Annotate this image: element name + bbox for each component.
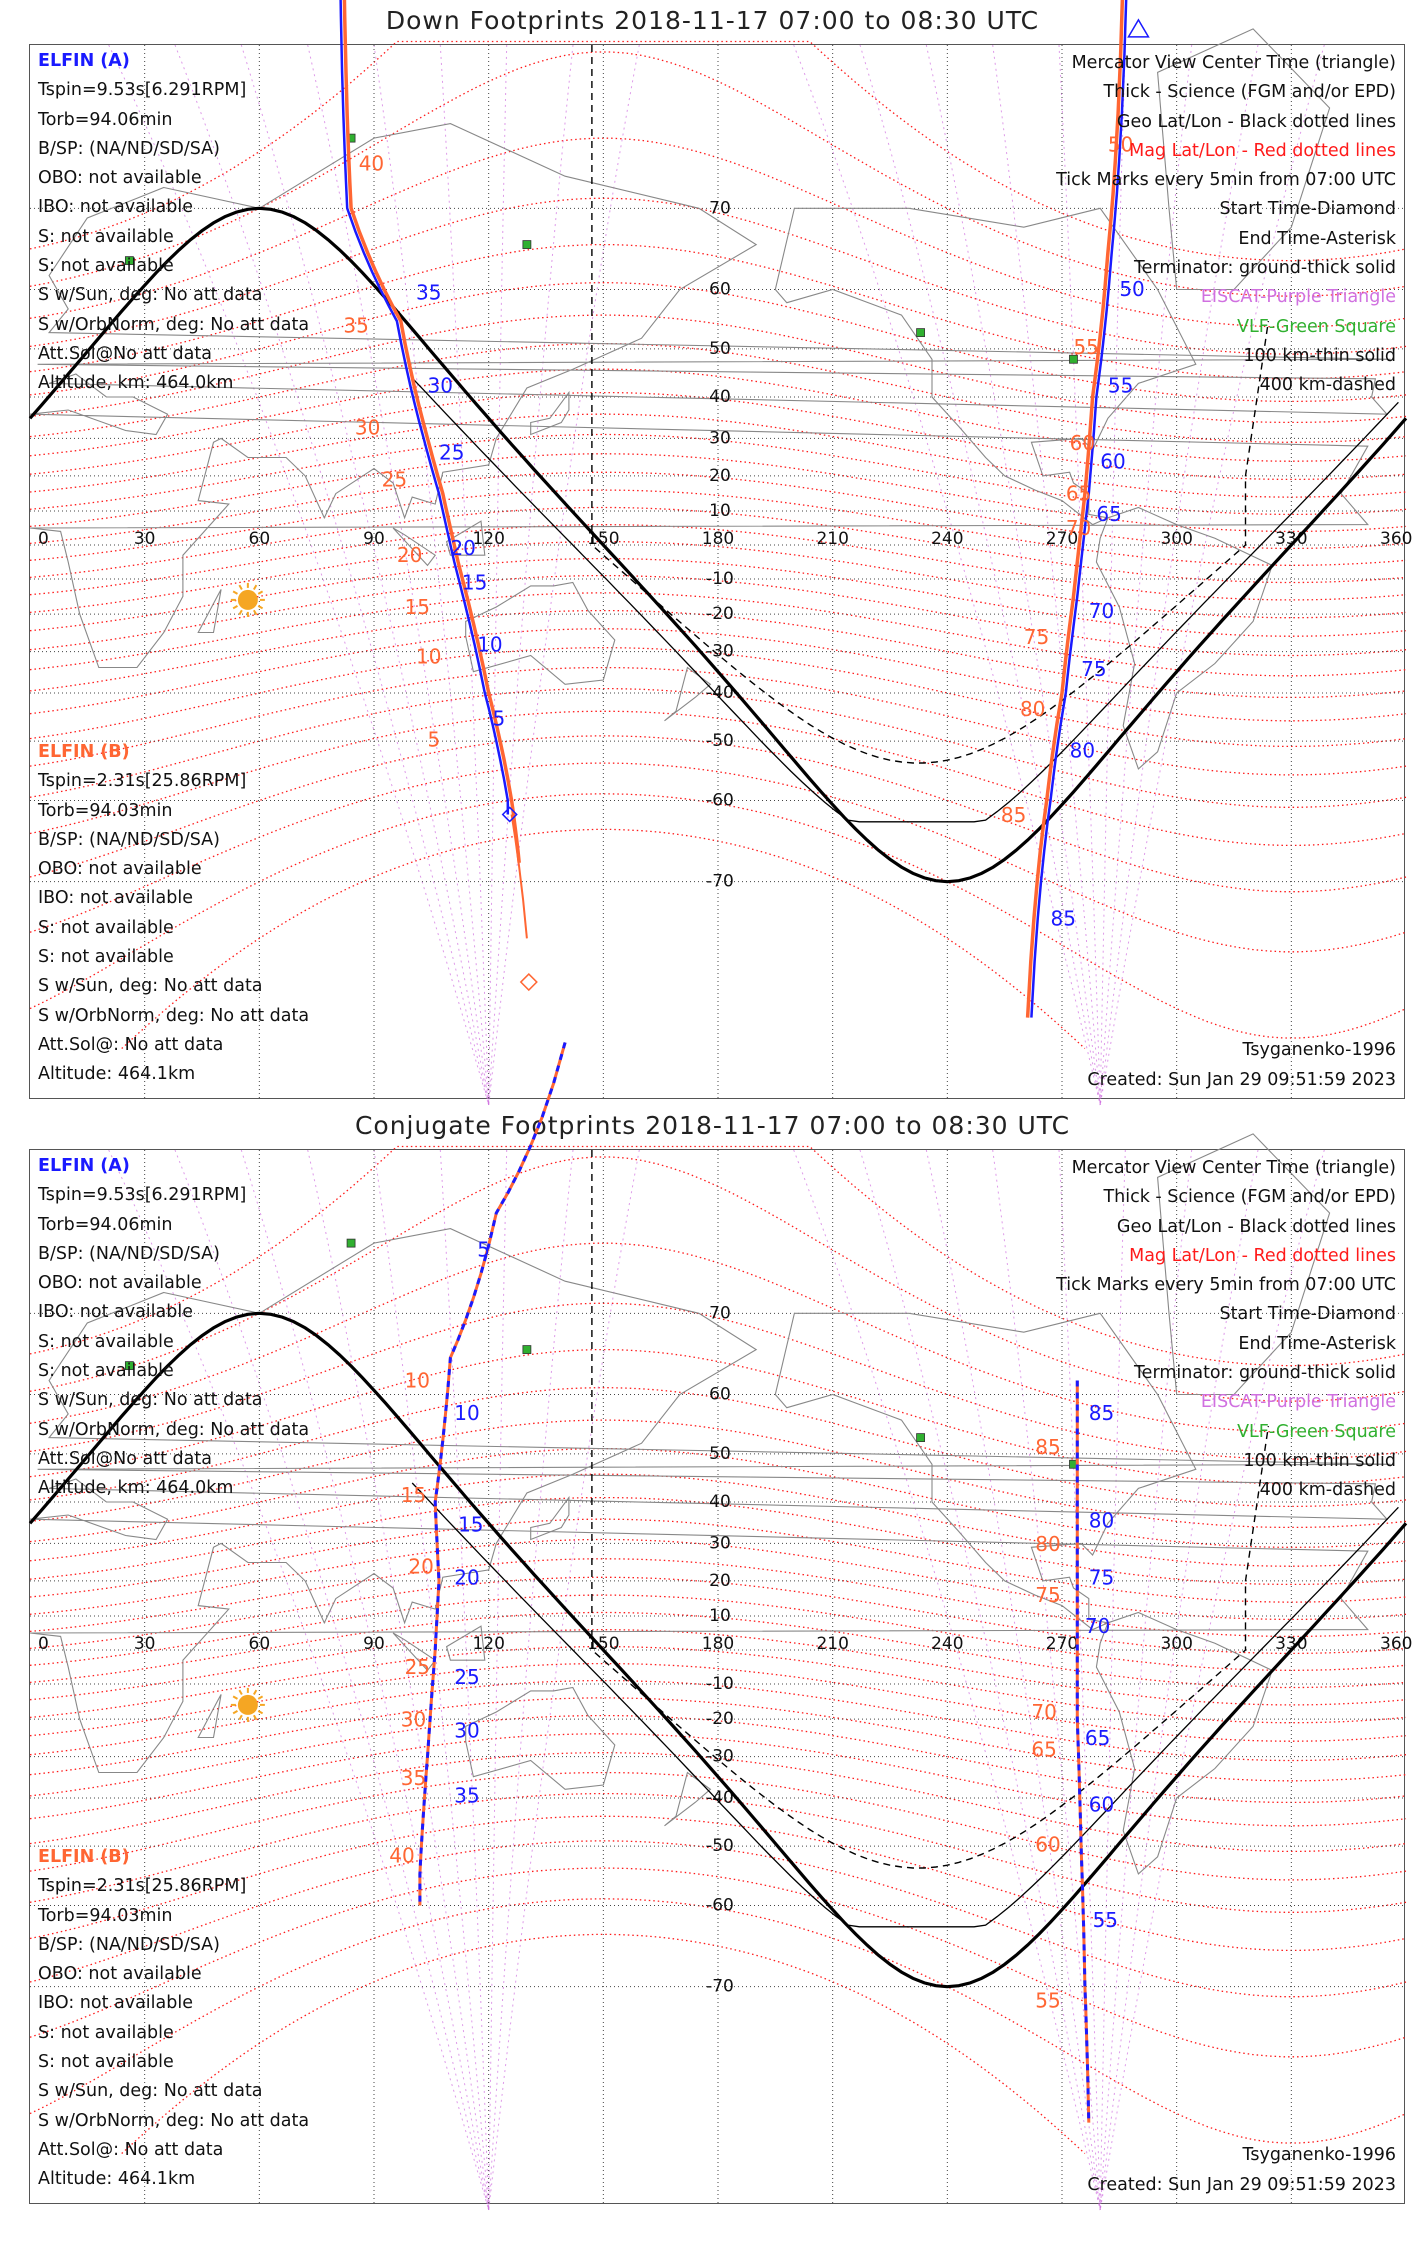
elfin-a-tick: 60 <box>1100 449 1126 474</box>
lon-label: 300 <box>1160 1634 1193 1654</box>
elfin-a-tick: 80 <box>1069 738 1096 763</box>
legend-item: 400 km-dashed <box>1259 375 1396 396</box>
lon-label: 60 <box>248 529 271 549</box>
elfin-a-line: B/SP: (NA/ND/SD/SA) <box>38 138 220 159</box>
elfin-a-line: S w/Sun, deg: No att data <box>38 1390 263 1411</box>
elfin-b-line: S w/Sun, deg: No att data <box>38 2081 263 2102</box>
elfin-a-tick: 10 <box>454 1401 480 1426</box>
elfin-b-line: Att.Sol@: No att data <box>38 2139 224 2160</box>
legend-item: Start Time-Diamond <box>1219 1304 1396 1325</box>
elfin-a-tick: 50 <box>1119 277 1145 302</box>
elfin-b-line: OBO: not available <box>38 1964 202 1985</box>
elfin-b-tick: 65 <box>1065 481 1092 506</box>
lat-label: 40 <box>709 386 731 407</box>
elfin-b-tick: 85 <box>1035 1434 1061 1459</box>
lat-label: 60 <box>709 1384 731 1405</box>
elfin-a-line: Torb=94.06min <box>38 109 173 130</box>
elfin-b-tick: 15 <box>400 1482 427 1507</box>
elfin-a-tick: 80 <box>1088 1508 1115 1533</box>
legend-item: VLF-Green Square <box>1237 316 1396 337</box>
lon-label: 0 <box>38 1634 49 1654</box>
elfin-b-line: IBO: not available <box>38 888 193 909</box>
lat-label: -50 <box>706 731 734 752</box>
sun-ray <box>258 591 262 594</box>
elfin-a-tick: 5 <box>492 706 506 731</box>
elfin-b-tick: 30 <box>354 415 381 440</box>
lon-label: 330 <box>1275 529 1308 549</box>
elfin-a-tick: 85 <box>1050 906 1076 931</box>
elfin-b-tick: 40 <box>358 151 385 176</box>
elfin-b-info <box>38 1843 309 2195</box>
legend-item: Mercator View Center Time (triangle) <box>1071 53 1396 73</box>
tick-labels <box>389 1238 1118 2013</box>
sun-ray <box>233 1711 237 1714</box>
lat-label: 60 <box>709 279 731 300</box>
lat-label: -30 <box>706 641 734 662</box>
lat-label: 30 <box>709 428 731 449</box>
legend-item: Geo Lat/Lon - Black dotted lines <box>1116 111 1396 132</box>
lat-label: 10 <box>709 500 731 521</box>
lat-label: -10 <box>706 569 734 590</box>
elfin-b-line: S: not available <box>38 2052 174 2073</box>
mag-lon-line <box>489 1150 507 2210</box>
mag-lon-line <box>489 45 507 1105</box>
tracks <box>340 0 1149 1018</box>
panel-conjugate <box>29 1149 1413 2204</box>
vlf-square <box>523 1346 531 1354</box>
elfin-b-line: S: not available <box>38 947 174 968</box>
legend-item: Thick - Science (FGM and/or EPD) <box>1103 1187 1396 1208</box>
elfin-a-tick: 15 <box>458 1512 484 1537</box>
sun-ray <box>239 1690 242 1694</box>
elfin-b-line: Torb=94.03min <box>38 800 173 821</box>
elfin-a-tick: 70 <box>1088 598 1115 623</box>
created-label: Created: Sun Jan 29 09:51:59 2023 <box>1087 2175 1396 2195</box>
elfin-b-line: B/SP: (NA/ND/SD/SA) <box>38 1934 220 1955</box>
elfin-b-tick: 35 <box>400 1766 427 1791</box>
elfin-a-tick: 5 <box>477 1237 490 1262</box>
terminator-100km <box>412 1483 1398 1927</box>
elfin-a-tick: 65 <box>1096 502 1122 527</box>
coastline <box>198 1694 221 1737</box>
elfin-b-line: S w/OrbNorm, deg: No att data <box>38 1005 310 1026</box>
lat-label: -40 <box>706 683 734 704</box>
sun-disc <box>238 590 258 610</box>
vlf-square <box>917 1434 925 1442</box>
coastline <box>665 1773 711 1826</box>
elfin-b-tick: 80 <box>1019 696 1046 721</box>
elfin-a-tick: 60 <box>1088 1792 1115 1817</box>
elfin-a-name: ELFIN (A) <box>38 51 130 71</box>
coastline <box>198 589 221 632</box>
lon-label: 120 <box>472 529 505 549</box>
elfin-b-tick: 40 <box>389 1843 415 1868</box>
elfin-b-line: Torb=94.03min <box>38 1905 173 1926</box>
legend-item: Mercator View Center Time (triangle) <box>1071 1158 1396 1178</box>
elfin-a-tick: 35 <box>454 1783 480 1808</box>
lat-label: -10 <box>706 1674 734 1695</box>
sun-disc <box>238 1695 258 1715</box>
legend-item: Geo Lat/Lon - Black dotted lines <box>1116 1216 1396 1237</box>
elfin-a-line: OBO: not available <box>38 168 202 189</box>
elfin-a-line: IBO: not available <box>38 1302 193 1323</box>
lon-label: 180 <box>701 529 735 549</box>
elfin-b-line: S w/Sun, deg: No att data <box>38 976 263 997</box>
elfin-a-line: Altitude, km: 464.0km <box>38 373 234 394</box>
mag-lon-line <box>489 45 573 1105</box>
elfin-b-line: B/SP: (NA/ND/SD/SA) <box>38 829 220 850</box>
elfin-b-tick: 25 <box>381 467 408 492</box>
sun-ray <box>233 1696 237 1699</box>
mag-lon-line <box>489 1150 573 2210</box>
lat-label: -40 <box>706 1788 734 1809</box>
created-label: Created: Sun Jan 29 09:51:59 2023 <box>1087 1070 1396 1090</box>
legend-item: Terminator: ground-thick solid <box>1133 1363 1396 1384</box>
lon-label: 30 <box>133 1634 156 1654</box>
lat-label: -50 <box>706 1836 734 1857</box>
elfin-b-tick: 70 <box>1065 515 1092 540</box>
elfin-a-tick: 30 <box>454 1718 480 1743</box>
elfin-a-line: S: not available <box>38 226 174 247</box>
legend <box>1056 1154 1396 1506</box>
terminator-100km <box>412 378 1398 822</box>
title-conjugate: Conjugate Footprints 2018-11-17 07:00 to 08:30 UTC <box>354 1111 1071 1140</box>
legend-item: EISCAT-Purple Triangle <box>1200 287 1396 308</box>
elfin-b-line: IBO: not available <box>38 1993 193 2014</box>
lon-label: 240 <box>931 529 964 549</box>
lon-label: 360 <box>1380 1634 1413 1654</box>
elfin-a-tick: 85 <box>1088 1401 1115 1426</box>
lon-label: 360 <box>1380 529 1413 549</box>
legend <box>1056 49 1396 401</box>
elfin-b-name: ELFIN (B) <box>38 1847 130 1867</box>
lon-label: 180 <box>701 1634 735 1654</box>
elfin-b-tick: 10 <box>416 644 442 669</box>
elfin-a-line: Att.Sol@No att data <box>38 343 212 364</box>
lon-label: 150 <box>587 1634 620 1654</box>
elfin-a-tick: 75 <box>1088 1565 1115 1590</box>
elfin-b-tick: 5 <box>427 727 441 752</box>
legend-item: VLF-Green Square <box>1237 1421 1396 1442</box>
elfin-b-tick: 65 <box>1031 1737 1057 1762</box>
elfin-a-tick: 70 <box>1084 1614 1111 1639</box>
elfin-a-tick: 55 <box>1092 1907 1119 1932</box>
elfin-b-tick: 60 <box>1069 430 1096 455</box>
tracks <box>420 1043 1089 2123</box>
elfin-b-tick: 50 <box>1107 132 1134 157</box>
elfin-a-tick: 20 <box>454 1565 480 1590</box>
lon-label: 300 <box>1160 529 1193 549</box>
elfin-a-line: Tspin=9.53s[6.291RPM] <box>38 1185 247 1206</box>
lat-label: -20 <box>706 604 734 625</box>
sun-ray <box>254 585 257 589</box>
elfin-b-line: S: not available <box>38 917 174 938</box>
lon-label: 90 <box>363 529 385 549</box>
legend-item: Start Time-Diamond <box>1219 199 1396 220</box>
model-label: Tsyganenko-1996 <box>1242 2145 1396 2165</box>
elfin-b-tick: 70 <box>1031 1700 1057 1725</box>
sun-ray <box>254 1690 257 1694</box>
lat-label: 70 <box>709 1303 731 1324</box>
elfin-a-tick: 10 <box>477 632 503 657</box>
elfin-b-line: Altitude: 464.1km <box>38 1064 196 1085</box>
elfin-b-info <box>38 738 309 1090</box>
lat-label: 70 <box>709 198 731 219</box>
legend-item: Thick - Science (FGM and/or EPD) <box>1103 82 1396 103</box>
lat-label: 50 <box>709 1443 731 1464</box>
legend-item: End Time-Asterisk <box>1238 228 1396 249</box>
vlf-square <box>347 1239 355 1247</box>
elfin-a-tick: 65 <box>1084 1726 1111 1751</box>
model-label: Tsyganenko-1996 <box>1242 1040 1396 1060</box>
lat-label: -30 <box>706 1746 734 1767</box>
lon-label: 90 <box>363 1634 385 1654</box>
sun-ray <box>258 1696 262 1699</box>
sun-ray <box>239 585 242 589</box>
sun-ray <box>258 606 262 609</box>
coastline <box>531 1498 569 1540</box>
sun-ray <box>258 1711 262 1714</box>
elfin-a-line: Att.Sol@No att data <box>38 1448 212 1469</box>
sun-ray <box>239 610 242 614</box>
elfin-b-line: Tspin=2.31s[25.86RPM] <box>38 771 247 792</box>
lon-label: 150 <box>587 529 620 549</box>
lat-label: -20 <box>706 1709 734 1730</box>
coastline <box>665 668 711 721</box>
coastline <box>531 393 569 435</box>
sun-ray <box>233 606 237 609</box>
elfin-b-line: Tspin=2.31s[25.86RPM] <box>38 1876 247 1897</box>
legend-item: Tick Marks every 5min from 07:00 UTC <box>1056 170 1396 191</box>
legend-item: 100 km-thin solid <box>1243 1450 1396 1471</box>
elfin-b-tick: 25 <box>404 1654 431 1679</box>
lon-label: 60 <box>248 1634 271 1654</box>
lat-label: 40 <box>709 1491 731 1512</box>
elfin-a-name: ELFIN (A) <box>38 1156 130 1176</box>
lon-label: 30 <box>133 529 156 549</box>
elfin-a-info <box>38 1152 309 1504</box>
mag-lon-line <box>489 1150 640 2210</box>
elfin-a-line: IBO: not available <box>38 197 193 218</box>
elfin-b-line: OBO: not available <box>38 859 202 880</box>
elfin-b-tick: 80 <box>1035 1532 1061 1557</box>
lat-label: 30 <box>709 1533 731 1554</box>
elfin-b-tick: 10 <box>404 1368 431 1393</box>
elfin-b-line: S: not available <box>38 2022 174 2043</box>
legend-item: 400 km-dashed <box>1259 1480 1396 1501</box>
lon-label: 270 <box>1045 1634 1079 1654</box>
elfin-b-tick: 60 <box>1035 1832 1061 1857</box>
lat-label: -60 <box>706 790 734 811</box>
elfin-a-tick: 25 <box>454 1665 480 1690</box>
lat-label: 50 <box>709 338 731 359</box>
elfin-b-line: Altitude: 464.1km <box>38 2169 196 2190</box>
elfin-b-tick: 20 <box>408 1554 434 1579</box>
lon-label: 210 <box>816 529 849 549</box>
elfin-a-line: S: not available <box>38 1361 174 1382</box>
lat-label: 20 <box>709 465 731 486</box>
elfin-a-line: S w/OrbNorm, deg: No att data <box>38 314 310 335</box>
elfin-a-tick: 75 <box>1081 656 1107 681</box>
title-down: Down Footprints 2018-11-17 07:00 to 08:30 UTC <box>385 6 1040 35</box>
mag-lon-line <box>489 45 640 1105</box>
lon-label: 120 <box>472 1634 505 1654</box>
elfin-a-line: S: not available <box>38 1331 174 1352</box>
elfin-a-line: B/SP: (NA/ND/SD/SA) <box>38 1243 220 1264</box>
elfin-a-line: S w/OrbNorm, deg: No att data <box>38 1419 310 1440</box>
lon-label: 270 <box>1045 529 1079 549</box>
elfin-b-tail <box>512 815 527 939</box>
lat-label: 10 <box>709 1605 731 1626</box>
elfin-a-info <box>38 47 309 399</box>
elfin-b-line: Att.Sol@: No att data <box>38 1034 224 1055</box>
lon-label: 0 <box>38 529 49 549</box>
elfin-a-tick: 35 <box>416 280 442 305</box>
elfin-a-line: Torb=94.06min <box>38 1214 173 1235</box>
elfin-b-tick: 55 <box>1035 1988 1061 2013</box>
legend-item: EISCAT-Purple Triangle <box>1200 1392 1396 1413</box>
panel-down <box>29 44 1413 1099</box>
elfin-b-line: S w/OrbNorm, deg: No att data <box>38 2110 310 2131</box>
elfin-a-line: Altitude, km: 464.0km <box>38 1478 234 1499</box>
elfin-a-line: Tspin=9.53s[6.291RPM] <box>38 80 247 101</box>
lon-label: 210 <box>816 1634 849 1654</box>
elfin-b-tick: 35 <box>343 313 369 338</box>
elfin-b-tick: 30 <box>400 1707 427 1732</box>
legend-item: End Time-Asterisk <box>1238 1333 1396 1354</box>
start-diamond-b <box>521 974 537 990</box>
elfin-a-tick: 20 <box>450 536 476 561</box>
legend-item: Tick Marks every 5min from 07:00 UTC <box>1056 1275 1396 1296</box>
lat-label: 20 <box>709 1570 731 1591</box>
lon-label: 330 <box>1275 1634 1308 1654</box>
elfin-b-tick: 75 <box>1023 624 1050 649</box>
legend-item: Mag Lat/Lon - Red dotted lines <box>1129 1245 1396 1266</box>
lon-label: 240 <box>931 1634 964 1654</box>
legend-item: Terminator: ground-thick solid <box>1133 258 1396 279</box>
elfin-a-tick: 30 <box>427 373 453 398</box>
elfin-a-tick: 25 <box>438 440 465 465</box>
sun-ray <box>233 591 237 594</box>
vlf-square <box>917 329 925 337</box>
lat-label: -70 <box>706 871 734 892</box>
legend-item: 100 km-thin solid <box>1243 345 1396 366</box>
elfin-b-tick: 85 <box>1000 802 1027 827</box>
elfin-b-tick: 75 <box>1035 1583 1061 1608</box>
elfin-b-name: ELFIN (B) <box>38 742 130 762</box>
elfin-a-line: OBO: not available <box>38 1273 202 1294</box>
elfin-a-line: S: not available <box>38 256 174 277</box>
elfin-b-tick: 15 <box>404 595 431 620</box>
vlf-square <box>523 241 531 249</box>
lat-label: -70 <box>706 1976 734 1997</box>
elfin-a-line: S w/Sun, deg: No att data <box>38 285 263 306</box>
lat-label: -60 <box>706 1895 734 1916</box>
legend-item: Mag Lat/Lon - Red dotted lines <box>1129 140 1396 161</box>
sun-ray <box>239 1715 242 1719</box>
elfin-a-tick: 55 <box>1107 373 1134 398</box>
elfin-a-tick: 15 <box>461 570 488 595</box>
elfin-b-tick: 20 <box>396 542 423 567</box>
elfin-b-tick: 55 <box>1073 335 1099 360</box>
